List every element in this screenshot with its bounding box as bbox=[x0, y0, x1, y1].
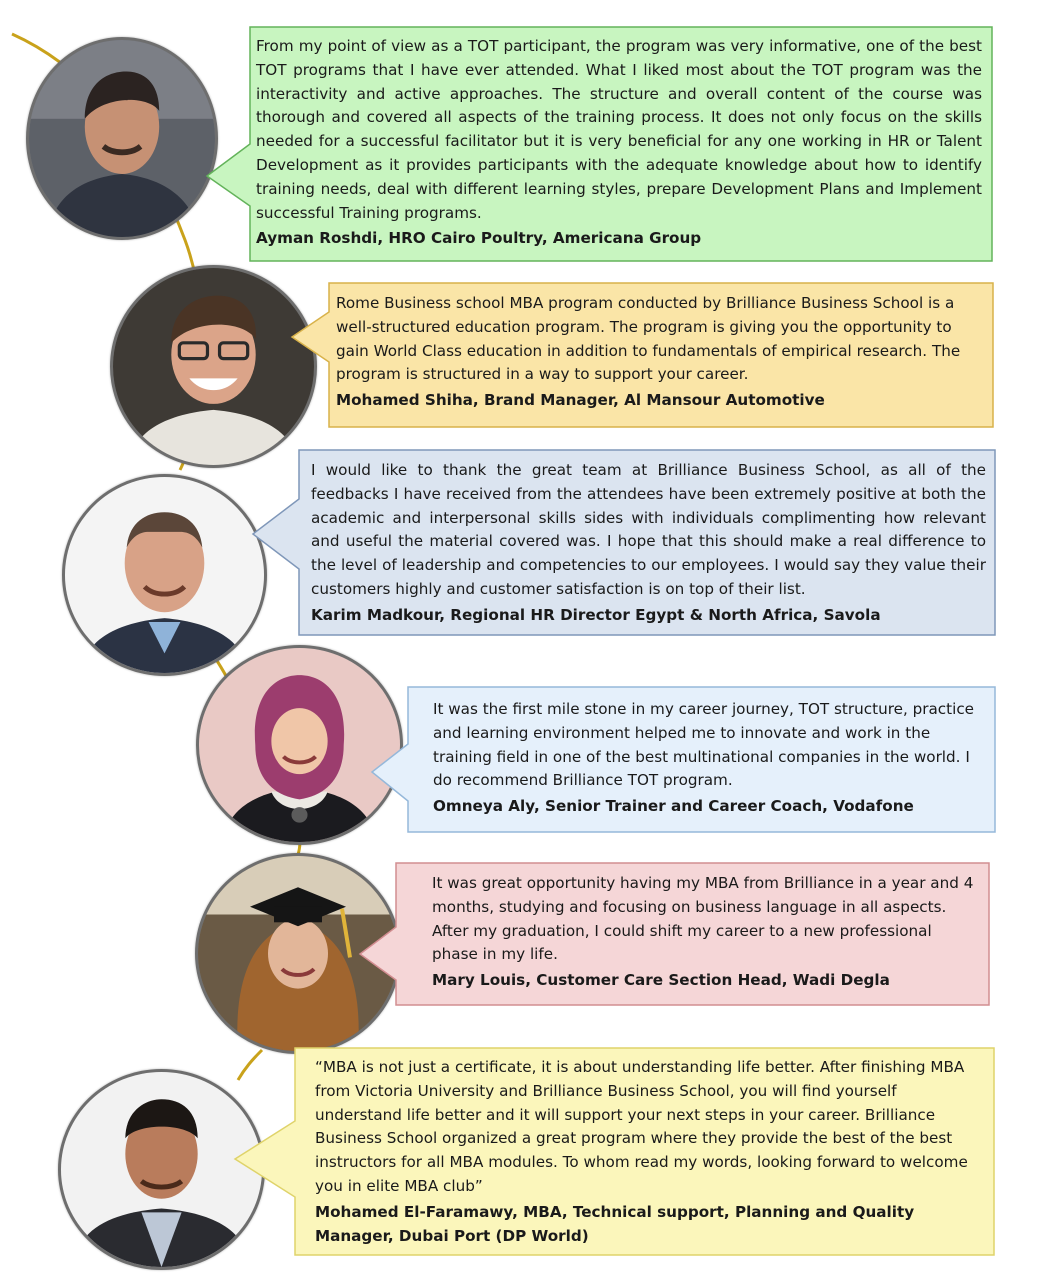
speech-bubble bbox=[290, 282, 994, 428]
speech-bubble bbox=[358, 862, 990, 1006]
testimonial-author: Mohamed Shiha, Brand Manager, Al Mansour Automotive bbox=[336, 391, 825, 410]
testimonial-quote: From my point of view as a TOT participant, the program was very informative, one of the best TOT programs that I have ever attended. What I liked most about the TOT program was the interactivity and active approaches. The structure and overall content of the course was thorough and covered all aspects of the training process. It does not only focus on the skills needed for a successful facilitator but it is very beneficial for any one working in HR or Talent Development as it provides participants with the adequate knowledge about how to identify training needs, deal with different learning styles, prepare Development Plans and Implement successful Training programs. bbox=[256, 37, 982, 222]
speech-bubble bbox=[233, 1047, 995, 1256]
testimonial-author: Ayman Roshdi, HRO Cairo Poultry, Americana Group bbox=[256, 229, 702, 248]
testimonial-quote: It was the first mile stone in my career journey, TOT structure, practice and learning environment helped me to innovate and work in the training field in one of the best multinational companies in the world. I do recommend Brilliance TOT program. bbox=[433, 700, 975, 790]
speech-bubble bbox=[251, 449, 996, 636]
testimonial-quote: It was great opportunity having my MBA from Brilliance in a year and 4 months, studying and focusing on business language in all aspects. After my graduation, I could shift my career to a new professional phase in my life. bbox=[432, 874, 974, 964]
speech-bubble bbox=[370, 686, 996, 833]
testimonial-author: Omneya Aly, Senior Trainer and Career Coach, Vodafone bbox=[433, 797, 914, 816]
person-photo-icon bbox=[29, 40, 215, 237]
testimonial-quote: I would like to thank the great team at Brilliance Business School, as all of the feedbacks I have received from the attendees have been extremely positive at both the academic and interpersonal skills sides with individuals complimenting how relevant and useful the material covered was. I hope that this should make a real difference to the level of leadership and competencies to our employees. I would say they value their customers highly and customer satisfaction is on top of their list. bbox=[311, 461, 986, 598]
person-photo-icon bbox=[65, 477, 264, 673]
person-photo-icon bbox=[113, 268, 314, 465]
avatar bbox=[26, 37, 218, 240]
person-photo-icon bbox=[61, 1072, 262, 1267]
testimonial-author: Mary Louis, Customer Care Section Head, Wadi Degla bbox=[432, 971, 890, 990]
testimonial-author: Karim Madkour, Regional HR Director Egypt & North Africa, Savola bbox=[311, 605, 881, 624]
testimonial-author: Mohamed El-Faramawy, MBA, Technical support, Planning and Quality Manager, Dubai Port (DP World) bbox=[315, 1202, 915, 1245]
speech-bubble bbox=[205, 26, 993, 262]
testimonial-quote: Rome Business school MBA program conducted by Brilliance Business School is a well-structured education program. The program is giving you the opportunity to gain World Class education in addition to fundamentals of empirical research. The program is structured in a way to support your career. bbox=[336, 294, 961, 384]
testimonial-quote: “MBA is not just a certificate, it is about understanding life better. After finishing MBA from Victoria University and Brilliance Business School, you will find yourself understand life better and it will support your next steps in your career. Brilliance Business School organized a great program where they provide the best of the best instructors for all MBA modules. To whom read my words, looking forward to welcome you in elite MBA club” bbox=[315, 1058, 968, 1195]
avatar bbox=[110, 265, 317, 468]
avatar bbox=[62, 474, 267, 676]
